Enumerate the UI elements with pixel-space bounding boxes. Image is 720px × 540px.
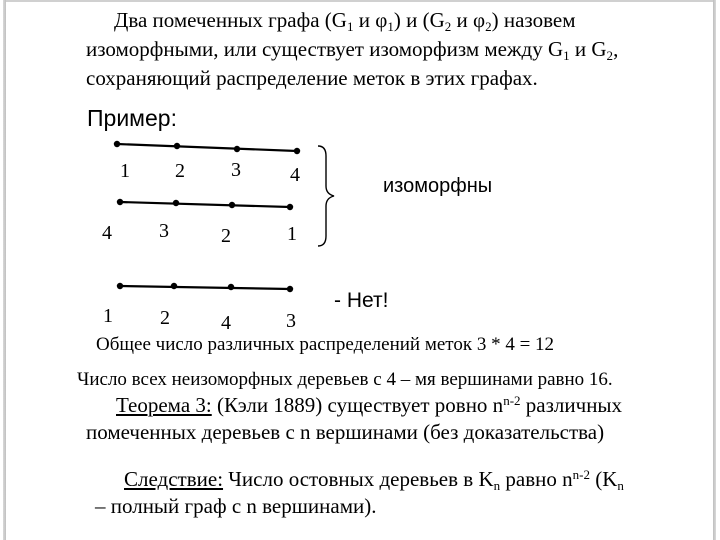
theorem-line-2: помеченных деревьев с n вершинами (без доказательства)	[86, 420, 605, 444]
corollary-line-2: – полный граф с n вершинами).	[95, 494, 377, 518]
graph-1-label: 1	[120, 160, 130, 182]
definition-line-2: изоморфными, или существует изоморфизм между $G_1$ и $G_2$,	[86, 37, 619, 63]
graph-1-path	[117, 144, 297, 151]
graph-2-vertex	[287, 204, 293, 210]
graph-2-vertex	[173, 200, 179, 206]
graph-2	[102, 199, 297, 247]
not-isomorphic-label: - Нет!	[334, 289, 389, 312]
theorem-title: Теорема 3:	[116, 393, 212, 417]
graph-1-vertex	[174, 143, 180, 149]
graph-2-label: 3	[159, 220, 169, 242]
graph-1-label: 3	[231, 159, 241, 181]
graph-3-vertex	[117, 283, 123, 289]
corollary-title: Следствие:	[124, 467, 224, 491]
tree-count-line: Число всех неизоморфных деревьев с 4 – мя вершинами равно 16.	[77, 369, 613, 390]
graph-3-label: 3	[286, 310, 296, 332]
graph-2-label: 4	[102, 222, 112, 244]
graph-2-vertex	[117, 199, 123, 205]
corollary-line-1: Следствие: Число остовных деревьев в $K_n$ равно $n^{n-2}$ ($K_n$	[124, 466, 624, 493]
theorem-line-1: Теорема 3: (Кэли 1889) существует ровно $n^{n-2}$ различных	[116, 392, 623, 417]
graph-2-label: 2	[221, 225, 231, 247]
graph-3-label: 2	[160, 307, 170, 329]
graph-1-label: 4	[290, 164, 300, 186]
graph-1-vertex	[114, 141, 120, 147]
graph-3-label: 4	[221, 312, 231, 334]
total-distributions-line: Общее число различных распределений меток 3 * 4 = 12	[96, 334, 555, 355]
definition-line-3: сохраняющий распределение меток в этих графах.	[86, 66, 538, 90]
graph-1-label: 2	[175, 160, 185, 182]
isomorphic-label: изоморфны	[383, 175, 493, 197]
graph-2-label: 1	[287, 223, 297, 245]
brace-icon	[318, 146, 334, 246]
graph-3-vertex	[228, 284, 234, 290]
graph-1	[114, 141, 300, 186]
example-heading: Пример:	[87, 105, 177, 131]
graph-3-path	[120, 286, 290, 289]
graph-3-vertex	[287, 286, 293, 292]
graph-2-vertex	[229, 202, 235, 208]
graph-1-vertex	[294, 148, 300, 154]
graph-3-vertex	[171, 283, 177, 289]
graph-3-label: 1	[103, 305, 113, 327]
graph-2-path	[120, 202, 290, 207]
definition-line-1: Два помеченных графа ($G_1$ и $\varphi_1$) и ($G_2$ и $\varphi_2$) назовем	[114, 8, 576, 34]
graph-3	[103, 283, 296, 334]
graph-1-vertex	[234, 146, 240, 152]
